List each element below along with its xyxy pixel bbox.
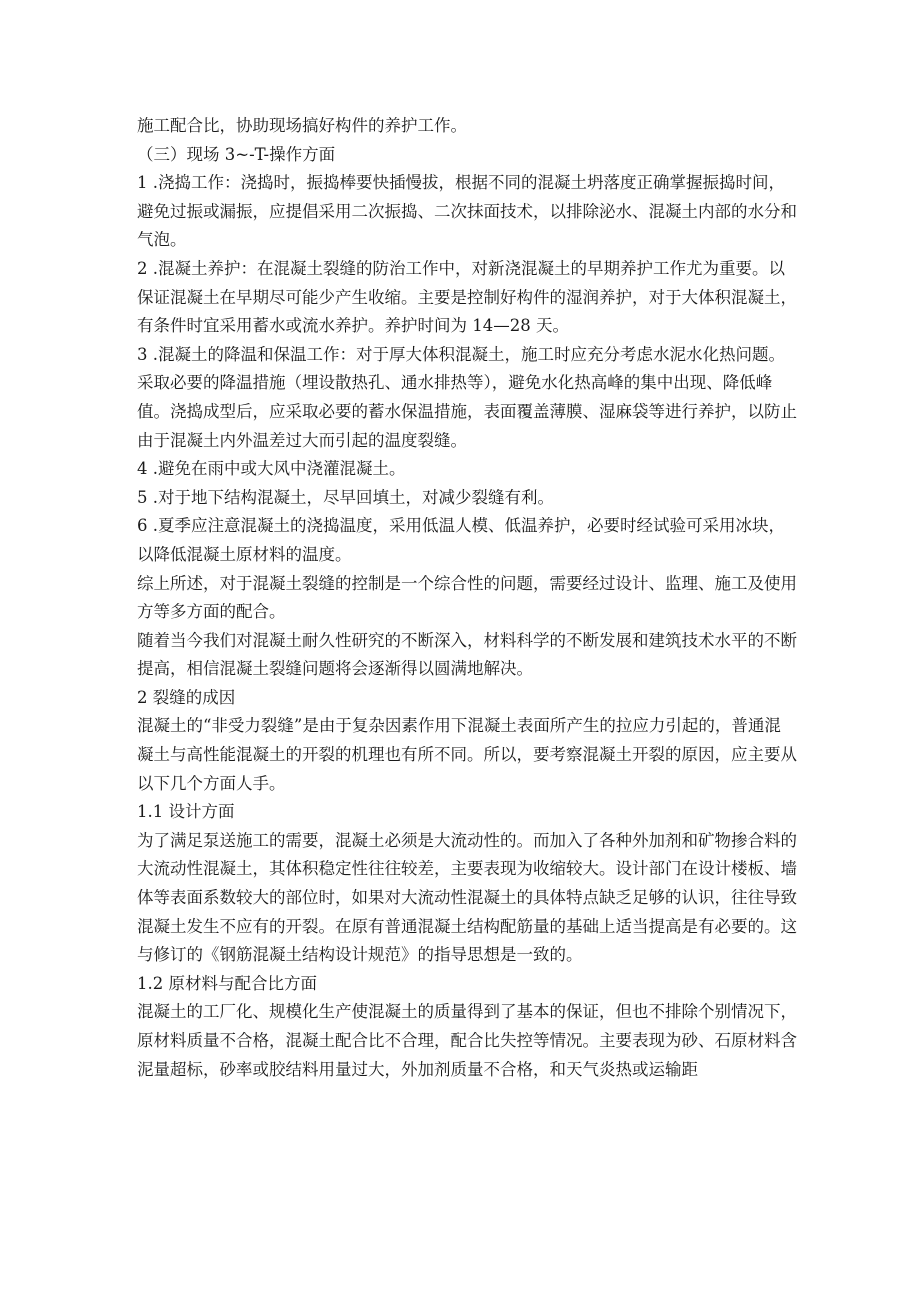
paragraph-avoid-rain-wind: 4 .避免在雨中或大风中浇灌混凝土。 <box>137 459 406 479</box>
section-heading-materials-mix: 1.2 原材料与配合比方面 <box>137 973 317 993</box>
paragraph-concrete-curing: 2 .混凝土养护：在混凝土裂缝的防治工作中，对新浇混凝土的早期养护工作尤为重要。以保证混凝土在早期尽可能少产生收缩。主要是控制好构件的湿润养护，对于大体积混凝土，有条件时宜采用蓄水或流水养护。养护时间为 14—28 天。 <box>137 258 797 336</box>
paragraph-cooling-insulation: 3 .混凝土的降温和保温工作：对于厚大体积混凝土，施工时应充分考虑水泥水化热问题。采取必要的降温措施（埋设散热孔、通水排热等），避免水化热高峰的集中出现、降低峰值。浇捣成型后，应采取必要的蓄水保温措施，表面覆盖薄膜、湿麻袋等进行养护，以防止由于混凝土内外温差过大而引起的温度裂缝。 <box>137 344 797 450</box>
paragraph-outlook: 随着当今我们对混凝土耐久性研究的不断深入，材料科学的不断发展和建筑技术水平的不断提高，相信混凝土裂缝问题将会逐渐得以圆满地解决。 <box>137 630 797 679</box>
paragraph-construction-mix: 施工配合比，协助现场搞好构件的养护工作。 <box>137 116 467 135</box>
paragraph-design-aspect: 为了满足泵送施工的需要，混凝土必须是大流动性的。而加入了各种外加剂和矿物掺合料的大流动性混凝土，其体积稳定性往往较差，主要表现为收缩较大。设计部门在设计楼板、墙体等表面系数较大的部位时，如果对大流动性混凝土的具体特点缺乏足够的认识，往往导致混凝土发生不应有的开裂。在原有普通混凝土结构配筋量的基础上适当提高是有必要的。这与修订的《钢筋混凝土结构设计规范》的指导思想是一致的。 <box>137 830 797 965</box>
document-body <box>137 112 797 1084</box>
paragraph-materials-mix: 混凝土的工厂化、规模化生产使混凝土的质量得到了基本的保证，但也不排除个别情况下，原材料质量不合格，混凝土配合比不合理，配合比失控等情况。主要表现为砂、石原材料含泥量超标，砂率或胶结料用量过大，外加剂质量不合格，和天气炎热或运输距 <box>137 1002 797 1079</box>
paragraph-non-stress-cracks: 混凝土的“非受力裂缝”是由于复杂因素作用下混凝土表面所产生的拉应力引起的，普通混凝土与高性能混凝土的开裂的机理也有所不同。所以，要考察混凝土开裂的原因，应主要从以下几个方面人手。 <box>137 716 797 793</box>
paragraph-pouring-work: 1 .浇捣工作：浇捣时，振捣棒要快插慢拔，根据不同的混凝土坍落度正确掌握振捣时间，避免过振或漏振，应提倡采用二次振捣、二次抹面技术，以排除泌水、混凝土内部的水分和气泡。 <box>137 173 797 250</box>
section-heading-site-operation: （三）现场 3~-T-操作方面 <box>137 144 336 164</box>
paragraph-summer-pouring: 6 .夏季应注意混凝土的浇捣温度，采用低温人模、低温养护，必要时经试验可采用冰块，以降低混凝土原材料的温度。 <box>137 516 785 564</box>
paragraph-underground-backfill: 5 .对于地下结构混凝土，尽早回填土，对减少裂缝有利。 <box>137 487 554 507</box>
section-heading-crack-causes: 2 裂缝的成因 <box>137 687 236 707</box>
section-heading-design: 1.1 设计方面 <box>137 802 235 822</box>
paragraph-summary: 综上所述，对于混凝土裂缝的控制是一个综合性的问题，需要经过设计、监理、施工及使用方等多方面的配合。 <box>137 573 797 622</box>
